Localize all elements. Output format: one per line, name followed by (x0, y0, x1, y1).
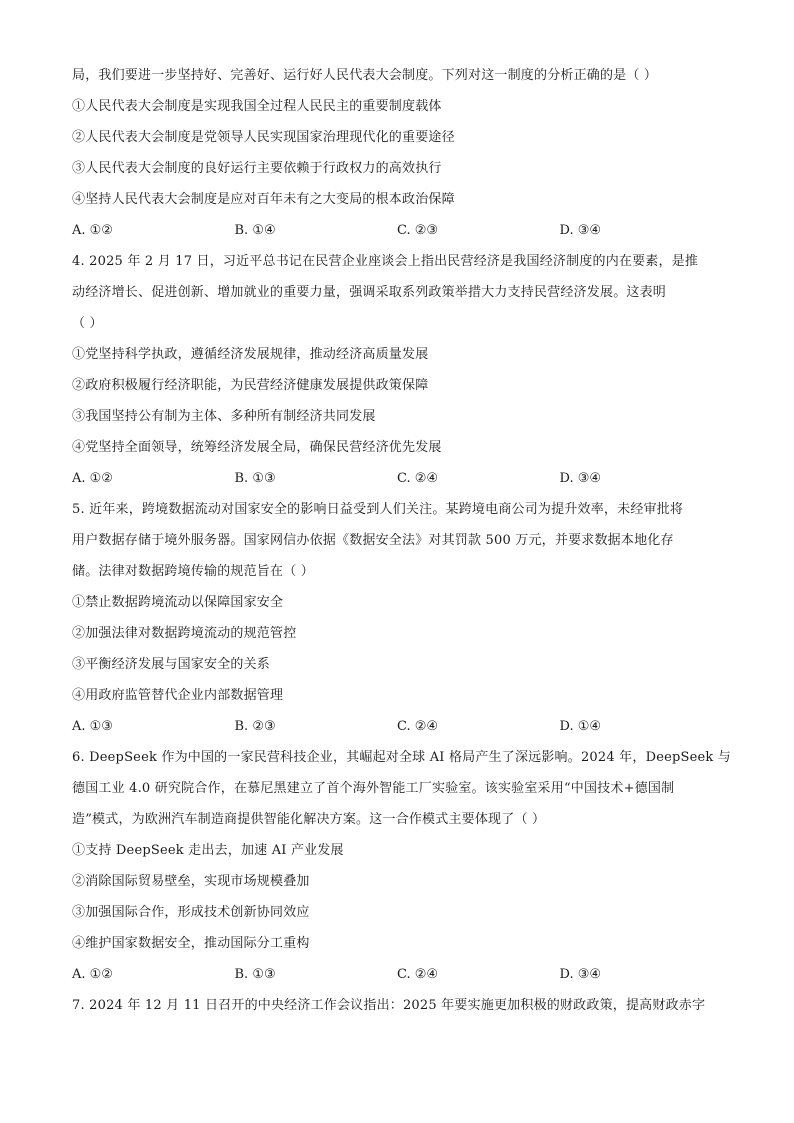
question-stem-line: 用户数据存储于境外服务器。国家网信办依据《数据安全法》对其罚款 500 万元，并要求数据本地化存 (72, 533, 674, 548)
question-stem-line: 储。法律对数据跨境传输的规范旨在（ ） (72, 564, 314, 579)
option-c: C. ②④ (397, 967, 439, 982)
statement-1: ①党坚持科学执政，遵循经济发展规律，推动经济高质量发展 (72, 347, 429, 362)
answer-options (72, 711, 722, 742)
statement-3: ③我国坚持公有制为主体、多种所有制经济共同发展 (72, 409, 376, 424)
statement-1: ①禁止数据跨境流动以保障国家安全 (72, 595, 284, 610)
statement-4: ④坚持人民代表大会制度是应对百年未有之大变局的根本政治保障 (72, 192, 455, 207)
statement-2: ②人民代表大会制度是党领导人民实现国家治理现代化的重要途径 (72, 130, 455, 145)
question-stem-line: 4. 2025 年 2 月 17 日，习近平总书记在民营企业座谈会上指出民营经济是我国经济制度的内在要素，是推 (72, 254, 699, 269)
answer-options (72, 215, 722, 246)
option-c: C. ②④ (397, 471, 439, 486)
answer-options (72, 463, 722, 494)
question-stem-line: 5. 近年来，跨境数据流动对国家安全的影响日益受到人们关注。某跨境电商公司为提升效率，未经审批将 (72, 502, 684, 517)
statement-4: ④维护国家数据安全，推动国际分工重构 (72, 936, 310, 951)
statement-4: ④党坚持全面领导，统筹经济发展全局，确保民营经济优先发展 (72, 440, 442, 455)
statement-2: ②加强法律对数据跨境流动的规范管控 (72, 626, 297, 641)
option-b: B. ②③ (234, 719, 276, 734)
question-stem-line: 7. 2024 年 12 月 11 日召开的中央经济工作会议指出：2025 年要实施更加积极的财政政策，提高财政赤字 (72, 998, 706, 1013)
statement-4: ④用政府监管替代企业内部数据管理 (72, 688, 284, 703)
question-3 (72, 60, 722, 246)
question-stem-line: 造”模式，为欧洲汽车制造商提供智能化解决方案。这一合作模式主要体现了（ ） (72, 812, 546, 827)
statement-3: ③人民代表大会制度的良好运行主要依赖于行政权力的高效执行 (72, 161, 442, 176)
question-stem-line: 德国工业 4.0 研究院合作，在慕尼黑建立了首个海外智能工厂实验室。该实验室采用“中国技术+德国制 (72, 781, 675, 796)
statement-1: ①人民代表大会制度是实现我国全过程人民民主的重要制度载体 (72, 99, 442, 114)
statement-2: ②政府积极履行经济职能，为民营经济健康发展提供政策保障 (72, 378, 429, 393)
option-a: A. ①② (72, 471, 113, 486)
option-d: D. ③④ (559, 967, 602, 982)
option-b: B. ①③ (234, 967, 276, 982)
option-c: C. ②④ (397, 719, 439, 734)
option-a: A. ①② (72, 223, 113, 238)
statement-2: ②消除国际贸易壁垒，实现市场规模叠加 (72, 874, 310, 889)
question-stem-line: （ ） (72, 316, 103, 331)
option-a: A. ①② (72, 967, 113, 982)
question-4 (72, 246, 722, 494)
statement-3: ③加强国际合作，形成技术创新协同效应 (72, 905, 310, 920)
option-a: A. ①③ (72, 719, 113, 734)
option-b: B. ①③ (234, 471, 276, 486)
question-7 (72, 990, 722, 1021)
question-6 (72, 742, 732, 990)
option-c: C. ②③ (397, 223, 439, 238)
question-stem-line: 6. DeepSeek 作为中国的一家民营科技企业，其崛起对全球 AI 格局产生了深远影响。2024 年，DeepSeek 与 (72, 750, 732, 765)
exam-page (72, 60, 732, 1021)
option-d: D. ③④ (559, 471, 602, 486)
question-stem-line: 局，我们要进一步坚持好、完善好、运行好人民代表大会制度。下列对这一制度的分析正确的是（ ） (72, 68, 658, 83)
option-b: B. ①④ (234, 223, 276, 238)
statement-1: ①支持 DeepSeek 走出去，加速 AI 产业发展 (72, 843, 344, 858)
question-5 (72, 494, 722, 742)
option-d: D. ③④ (559, 223, 602, 238)
question-stem-line: 动经济增长、促进创新、增加就业的重要力量，强调采取系列政策举措大力支持民营经济发展。这表明 (72, 285, 667, 300)
option-d: D. ①④ (559, 719, 602, 734)
statement-3: ③平衡经济发展与国家安全的关系 (72, 657, 271, 672)
answer-options (72, 959, 722, 990)
